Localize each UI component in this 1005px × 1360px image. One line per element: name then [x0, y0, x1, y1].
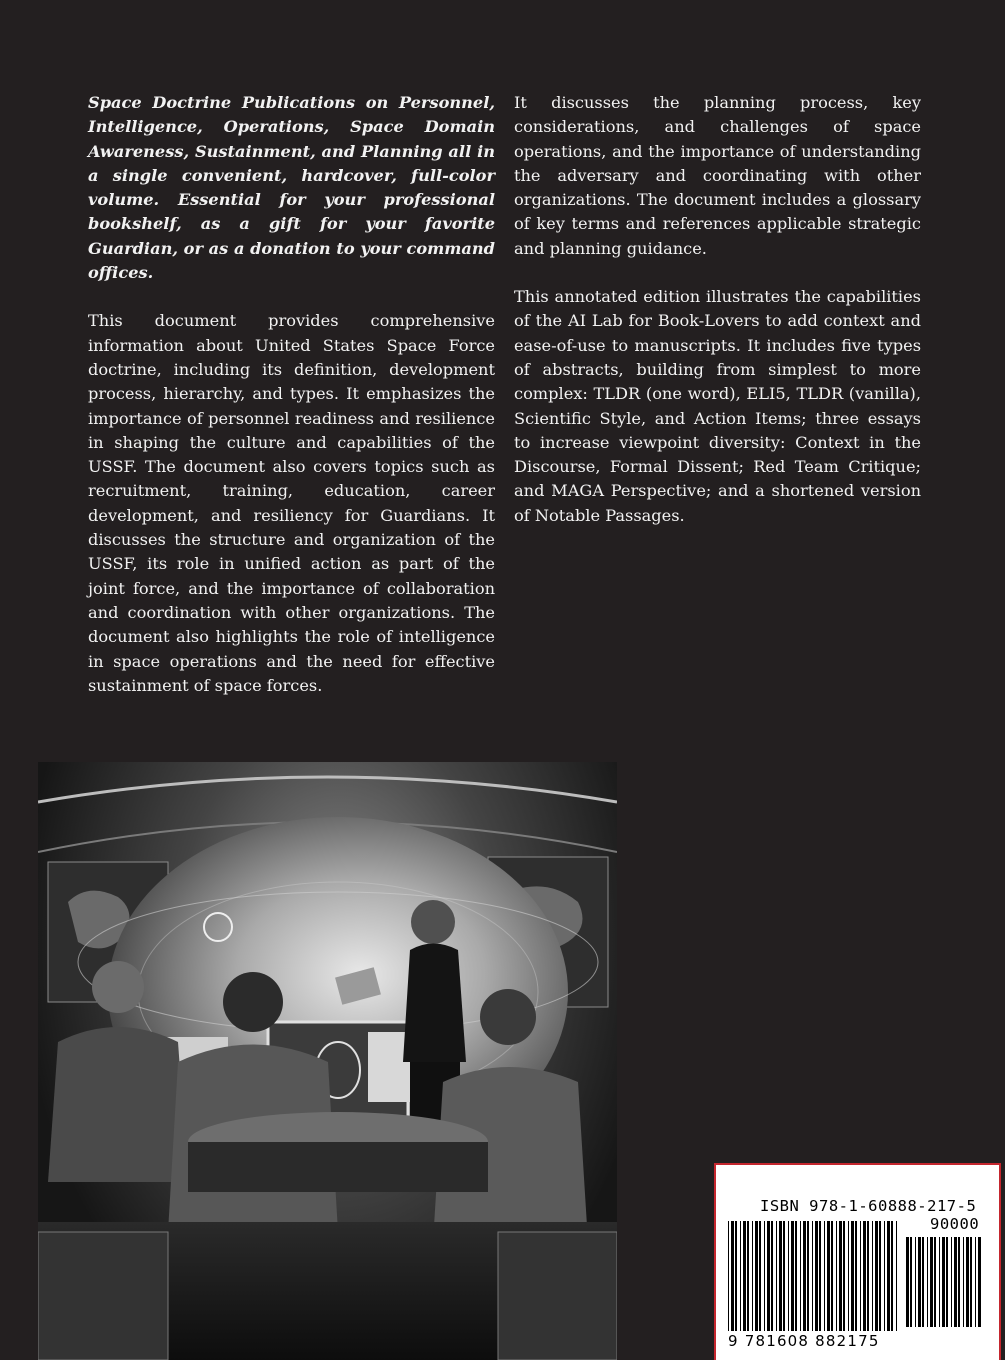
cover-illustration: [38, 762, 617, 1360]
lead-paragraph: Space Doctrine Publications on Personnel, Intelligence, Operations, Space Domain Awareness, Sustainment, and Planning all in a single convenient, hardcover, full-color volume. Essential for your professional bookshelf, as a gift for your favorite Guardian, or as a donation to your command offices.: [88, 93, 495, 283]
right-text-column: [514, 91, 921, 552]
planning-paragraph: It discusses the planning process, key considerations, and challenges of space operations, and the importance of understanding the adversary and coordinating with other organizations. The document includes a glossary of key terms and references applicable strategic and planning guidance.: [514, 93, 921, 258]
isbn-barcode: [714, 1163, 1001, 1360]
addon-barcode-bars: [906, 1237, 981, 1327]
ean-digits: 9 781608 882175: [728, 1332, 880, 1350]
annotated-edition-paragraph: This annotated edition illustrates the capabilities of the AI Lab for Book-Lovers to add context and ease-of-use to manuscripts. It includes five types of abstracts, building from simplest to more complex: TLDR (one word), ELI5, TLDR (vanilla), Scientific Style, and Action Items; three essays to increase viewpoint diversity: Context in the Discourse, Formal Dissent; Red Team Critique; and MAGA Perspective; and a shortened version of Notable Passages.: [514, 287, 921, 525]
left-text-column: [88, 91, 495, 722]
description-paragraph: This document provides comprehensive information about United States Space Force doctrine, including its definition, development process, hierarchy, and types. It emphasizes the importance of personnel readiness and resilience in shaping the culture and capabilities of the USSF. The document also covers topics such as recruitment, training, education, career development, and resiliency for Guardians. It discusses the structure and organization of the USSF, its role in unified action as part of the joint force, and the importance of collaboration and coordination with other organizations. The document also highlights the role of intelligence in space operations and the need for effective sustainment of space forces.: [88, 311, 495, 695]
isbn-label: ISBN 978-1-60888-217-5: [760, 1197, 977, 1215]
price-code: 90000: [930, 1215, 980, 1233]
ean-barcode-bars: [728, 1221, 898, 1331]
